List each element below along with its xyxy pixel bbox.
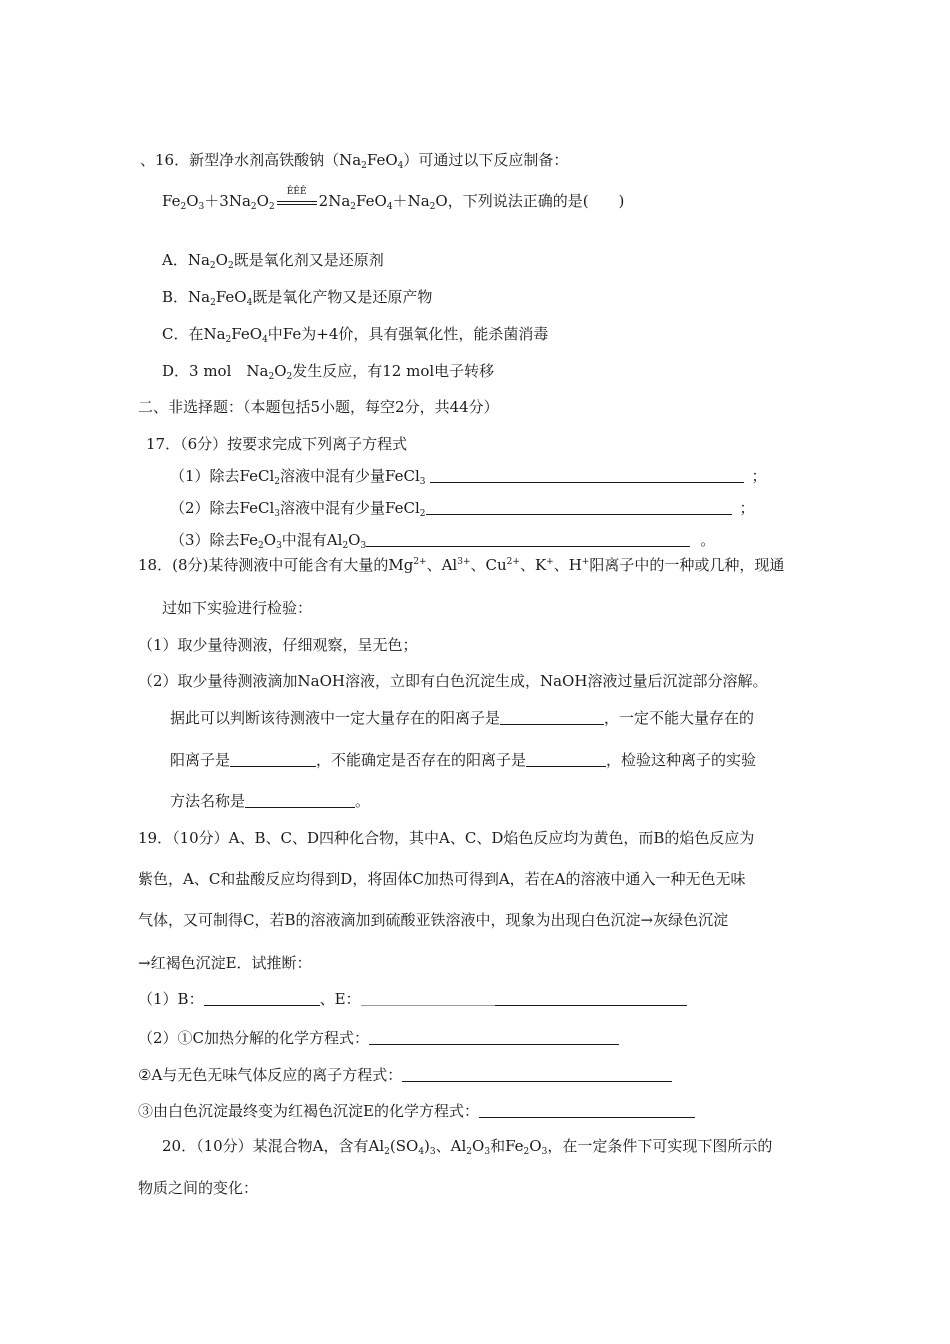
answer-blank[interactable] [230, 751, 316, 767]
answer-blank[interactable] [500, 709, 604, 725]
answer-blank[interactable] [204, 990, 320, 1006]
q19-line-5: （1）B： 、E： [138, 989, 687, 1009]
q18-line-2: 过如下实验进行检验： [162, 599, 313, 617]
q16-option-a: A．$Na_2O_2$既是氧化剂又是还原剂 [162, 251, 384, 271]
answer-blank[interactable] [369, 1029, 619, 1045]
answer-blank[interactable] [426, 499, 732, 515]
q18-line-6: 阳离子是 ，不能确定是否存在的阳离子是 ，检验这种离子的实验 [170, 751, 757, 769]
q20-line-2: 物质之间的变化： [138, 1179, 259, 1197]
q16-stem: 、16．新型净水剂高铁酸钠$(Na_2FeO_4)$可通过以下反应制备： [140, 151, 569, 171]
answer-blank[interactable] [495, 990, 687, 1006]
answer-blank[interactable] [361, 990, 495, 1006]
q19-line-3: 气体，又可制得C，若B的溶液滴加到硫酸亚铁溶液中，现象为出现白色沉淀→灰绿色沉淀 [138, 911, 729, 929]
answer-blank[interactable] [402, 1066, 672, 1082]
q19-line-8: ③由白色沉淀最终变为红褐色沉淀E的化学方程式： [138, 1101, 695, 1121]
q18-line-5: 据此可以判断该待测液中一定大量存在的阳离子是 ，一定不能大量存在的 [170, 709, 755, 727]
answer-blank[interactable] [479, 1102, 695, 1118]
answer-blank[interactable] [526, 751, 606, 767]
q16-option-d: D．3 mol $Na_2O_2$发生反应，有12 mol电子转移 [162, 362, 495, 382]
q17-stem: 17．（6分）按要求完成下列离子方程式 [146, 435, 408, 453]
q17-line-1: （1）除去FeCl$_2$溶液中混有少量FeCl$_3$ ； [170, 467, 767, 487]
q16-option-c: C．在$Na_2FeO_4$中Fe为+4价，具有强氧化性，能杀菌消毒 [162, 325, 549, 345]
reaction-condition-arrow: ÊÊÊ [277, 192, 317, 212]
q19-line-4: →红褐色沉淀E．试推断： [138, 954, 312, 972]
q19-line-7: ②A与无色无味气体反应的离子方程式： [138, 1065, 672, 1085]
section-heading: 二、非选择题：（本题包括5小题，每空2分，共44分） [138, 398, 499, 416]
q18-line-3: （1）取少量待测液，仔细观察，呈无色； [138, 636, 418, 654]
q18-line-7: 方法名称是 。 [170, 792, 371, 810]
q16-equation: $Fe_2O_3+3Na_2O_2$ ÊÊÊ $2Na_2FeO_4+Na_2O$，下列说法正确的是( ) [162, 187, 625, 212]
q19-line-6: （2）①C加热分解的化学方程式： [138, 1028, 619, 1048]
q19-line-1: 19．（10分）A、B、C、D四种化合物，其中A、C、D焰色反应均为黄色，而B的焰色反应为 [138, 829, 755, 847]
q17-line-3: （3）除去$Fe_2O_3$中混有$Al_2O_3$ 。 [170, 531, 716, 551]
q18-line-1: 18．(8分)某待测液中可能含有大量的$Mg^{2+}$、$Al^{3+}$、$Cu^{2+}$、K+、H+阳离子中的一种或几种，现通 [138, 556, 785, 574]
answer-blank[interactable] [366, 531, 690, 547]
answer-blank[interactable] [430, 467, 744, 483]
q19-line-2: 紫色，A、C和盐酸反应均得到D，将固体C加热可得到A，若在A的溶液中通入一种无色无味 [138, 870, 746, 888]
answer-blank[interactable] [245, 792, 355, 808]
q17-line-2: （2）除去FeCl$_3$溶液中混有少量FeCl$_2$ ； [170, 499, 755, 519]
q16-option-b: B．$Na_2FeO_4$既是氧化产物又是还原产物 [162, 288, 433, 308]
q18-line-4: （2）取少量待测液滴加NaOH溶液，立即有白色沉淀生成，NaOH溶液过量后沉淀部分溶解。 [138, 672, 768, 690]
q20-line-1: 20．（10分）某混合物A，含有$Al_2(SO_4)_3$、$Al_2O_3$和$Fe_2O_3$，在一定条件下可实现下图所示的 [162, 1137, 773, 1157]
